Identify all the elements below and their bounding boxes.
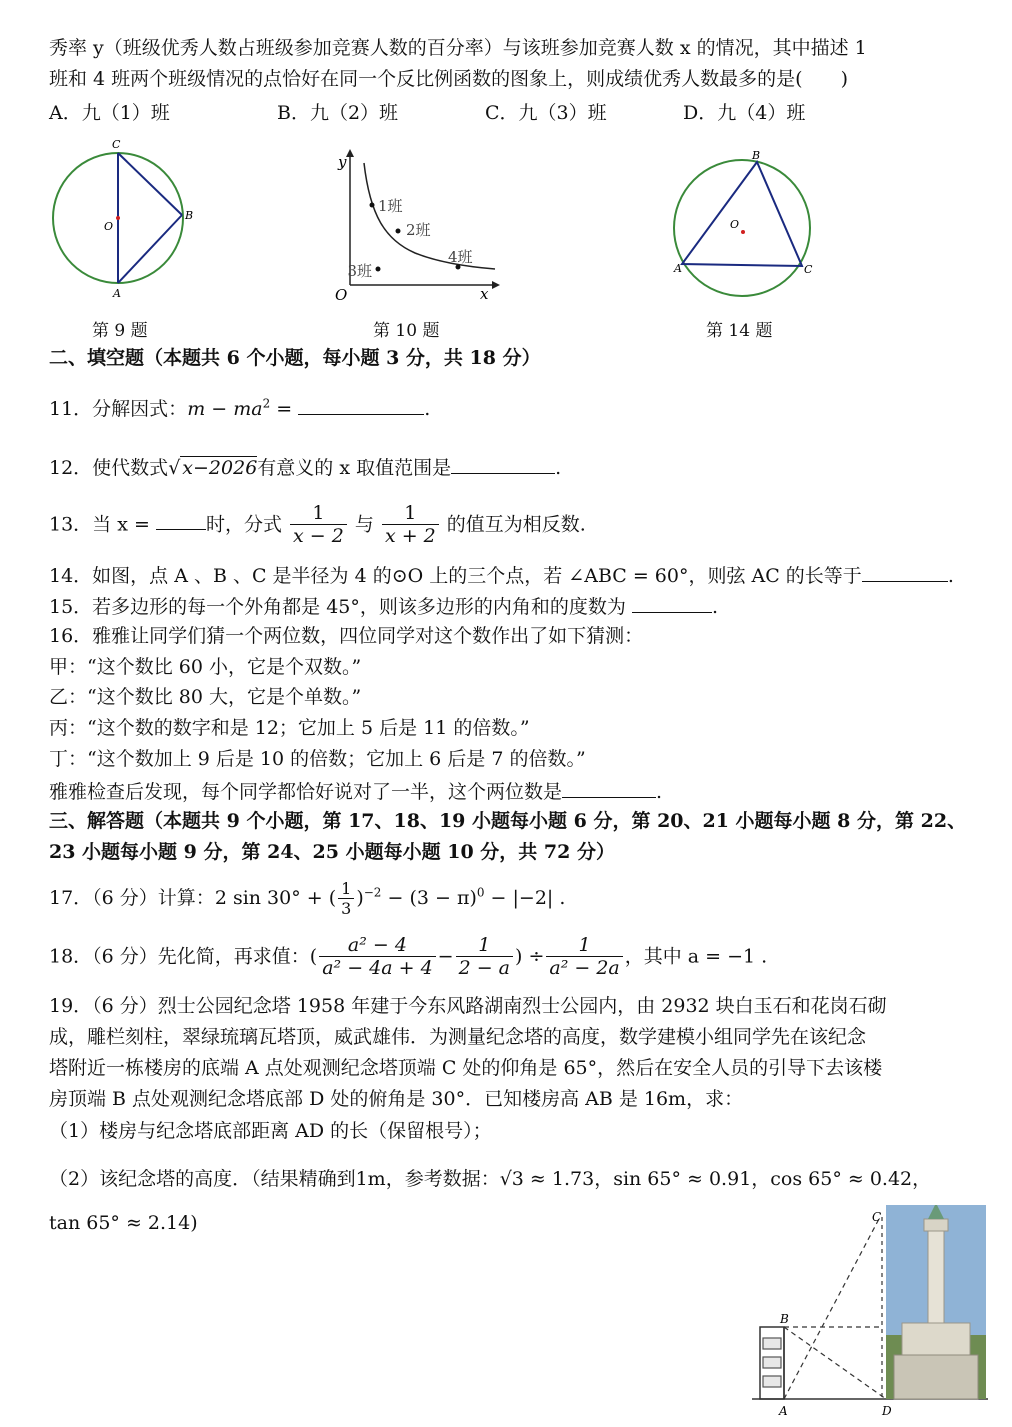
- q19-label-c: C: [872, 1210, 882, 1224]
- fig14-circle: [674, 160, 810, 296]
- q11-exp: 2: [262, 396, 271, 411]
- q10-line-2: 班和 4 班两个班级情况的点恰好在同一个反比例函数的图象上，则成绩优秀人数最多的是( ): [49, 68, 848, 90]
- fig14-triangle: [682, 162, 802, 266]
- q15: [49, 594, 718, 619]
- fig14-label-c: C: [804, 263, 813, 276]
- q19-part-2-cont: tan 65° ≈ 2.14): [49, 1212, 198, 1234]
- q12-post: 有意义的 x 取值范围是: [257, 457, 452, 479]
- q18: [49, 935, 767, 980]
- fig10-label-y: y: [338, 153, 347, 171]
- q13-fraction-2: $\frac{1}{x + 2}$: [382, 503, 439, 548]
- q11-expr: m − ma: [187, 398, 263, 420]
- fig10-caption: 第 10 题: [373, 321, 440, 341]
- fig9-label-b: B: [185, 209, 194, 222]
- q17-expr-2: ): [356, 886, 364, 909]
- q13: [49, 503, 586, 548]
- q19-part-2: （2）该纪念塔的高度．（结果精确到1m，参考数据：√3 ≈ 1.73，sin 65° ≈ 0.91，cos 65° ≈ 0.42，: [49, 1168, 932, 1190]
- q11-text: 11．分解因式：: [49, 398, 188, 420]
- section-3-title-line-2: 23 小题每小题 9 分，第 24、25 小题每小题 10 分，共 72 分）: [49, 841, 615, 863]
- fig10-x-arrow: [492, 281, 500, 289]
- fig14-label-b: B: [752, 149, 761, 162]
- q19-label-b: B: [780, 1312, 789, 1326]
- q19-line-2: 成，雕栏刻柱，翠绿琉璃瓦塔顶，威武雄伟．为测量纪念塔的高度，数学建模小组同学先在该纪念: [49, 1026, 867, 1048]
- q17-power-2: 0: [476, 885, 485, 900]
- q17-expr-4: − |−2| .: [484, 886, 566, 909]
- figure-10: [330, 145, 500, 305]
- q14-text: 14．如图，点 A 、B 、C 是半径为 4 的⊙O 上的三个点，若 ∠ABC = 60°，则弦 AC 的长等于: [49, 565, 862, 587]
- q10-option-d: D．九（4）班: [683, 102, 806, 124]
- q11-answer-blank[interactable]: [298, 396, 424, 415]
- q16-answer-blank[interactable]: [562, 779, 656, 798]
- q19-building-window-2: [763, 1357, 781, 1368]
- q19-label-d: D: [882, 1404, 892, 1418]
- q19-sight-line-ac: [784, 1217, 880, 1399]
- q10-option-c: C．九（3）班: [485, 102, 607, 124]
- fig10-label-class4: 4班: [448, 248, 473, 266]
- q12: 12．使代数式√ x−2026有意义的 x 取值范围是 .: [49, 457, 562, 479]
- q12-radicand: x−2026: [182, 457, 258, 479]
- q12-pre: 12．使代数式: [49, 457, 169, 479]
- q17: [49, 880, 565, 918]
- fig10-point-3: [376, 267, 381, 272]
- fig9-label-c: C: [112, 138, 121, 151]
- fig10-point-1: [370, 203, 375, 208]
- q16-yi: 乙：“这个数比 80 大，它是个单数。”: [49, 686, 362, 708]
- q13-and: 与: [354, 513, 374, 536]
- fig14-center-dot: [741, 230, 745, 234]
- q19-line-4: 房顶端 B 点处观测纪念塔底部 D 处的俯角是 30°．已知楼房高 AB 是 16m，求：: [49, 1088, 744, 1110]
- q18-divide: ) ÷: [515, 945, 545, 968]
- figure-14: [668, 148, 818, 308]
- fig10-hyperbola: [364, 163, 495, 269]
- q19-sight-line-bd: [784, 1327, 886, 1399]
- fig10-label-o: O: [335, 286, 348, 304]
- q16-jia: 甲：“这个数比 60 小，它是个双数。”: [49, 656, 362, 678]
- q18-fraction-a: $\frac{\text{a² − 4}}{\text{a² − 4a + 4}}$: [319, 935, 435, 980]
- q17-expr-3: − (3 − π): [381, 886, 477, 909]
- q19-label-a: A: [779, 1404, 788, 1418]
- q16-conclusion: [49, 779, 662, 804]
- q11-eq: =: [270, 398, 299, 420]
- q19-tower-top: [924, 1219, 948, 1231]
- q17-expr-1: 2 sin 30° + (: [214, 886, 337, 909]
- q18-fraction-c: $\frac{1}{\text{a² − 2a}}$: [546, 935, 622, 980]
- fig9-caption: 第 9 题: [92, 321, 148, 341]
- fig10-point-2: [396, 229, 401, 234]
- q17-power-1: −2: [363, 885, 382, 900]
- q18-post: ，其中 a = −1 .: [624, 945, 768, 968]
- q19-tower-plinth: [894, 1355, 978, 1399]
- q19-figure: [752, 1205, 992, 1423]
- q12-answer-blank[interactable]: [451, 455, 555, 474]
- q13-pre: 13．当 x =: [49, 513, 150, 536]
- q13-fraction-1: $\frac{1}{x - 2}$: [290, 503, 347, 548]
- q16-ding: 丁：“这个数加上 9 后是 10 的倍数；它加上 6 后是 7 的倍数。”: [49, 748, 586, 770]
- q14: [49, 563, 954, 588]
- fig10-label-x: x: [480, 285, 489, 303]
- q19-building-window-3: [763, 1376, 781, 1387]
- fig10-label-class3: 3班: [347, 262, 372, 280]
- fig10-label-class2: 2班: [406, 221, 431, 239]
- q19-line-1: 19．（6 分）烈士公园纪念塔 1958 年建于今东风路湖南烈士公园内，由 2932 块白玉石和花岗石砌: [49, 995, 887, 1017]
- section-2-title: 二、填空题（本题共 6 个小题，每小题 3 分，共 18 分）: [49, 347, 541, 369]
- q18-minus: −: [437, 945, 454, 968]
- q19-tower-shaft: [928, 1225, 944, 1335]
- q10-line-1: 秀率 y（班级优秀人数占班级参加竞赛人数的百分率）与该班参加竞赛人数 x 的情况，其中描述 1: [49, 37, 867, 59]
- q13-mid: 时，分式: [205, 513, 282, 536]
- fig9-chord-ab: [118, 215, 182, 283]
- q14-answer-blank[interactable]: [862, 563, 948, 582]
- q19-part-1: （1）楼房与纪念塔底部距离 AD 的长（保留根号）；: [49, 1120, 492, 1142]
- q16-intro: 16．雅雅让同学们猜一个两位数，四位同学对这个数作出了如下猜测：: [49, 625, 644, 647]
- fig14-caption: 第 14 题: [706, 321, 773, 341]
- q17-pre: 17．（6 分）计算：: [49, 886, 215, 909]
- fig14-label-o: O: [730, 218, 740, 231]
- q15-answer-blank[interactable]: [632, 594, 712, 613]
- q15-text: 15．若多边形的每一个外角都是 45°，则该多边形的内角和的度数为: [49, 596, 626, 618]
- q18-fraction-b: $\frac{1}{2 - a}$: [456, 935, 513, 980]
- fig10-y-arrow: [346, 149, 354, 157]
- q11-end: .: [424, 398, 431, 420]
- fig10-label-class1: 1班: [378, 197, 403, 215]
- fig9-label-o: O: [104, 220, 114, 233]
- figure-9: [45, 135, 195, 305]
- q16-end: .: [656, 781, 663, 803]
- fig9-center-dot: [116, 216, 120, 220]
- q19-line-3: 塔附近一栋楼房的底端 A 点处观测纪念塔顶端 C 处的仰角是 65°，然后在安全人员的引导下去该楼: [49, 1057, 883, 1079]
- q12-end: .: [555, 457, 562, 479]
- q10-option-a: A．九（1）班: [49, 102, 170, 124]
- q19-building-window-1: [763, 1338, 781, 1349]
- section-3-title-line-1: 三、解答题（本题共 9 个小题，第 17、18、19 小题每小题 6 分，第 20、21 小题每小题 8 分，第 22、: [49, 810, 967, 832]
- q15-end: .: [711, 596, 718, 618]
- fig14-label-a: A: [674, 262, 682, 275]
- q13-post: 的值互为相反数.: [446, 513, 586, 536]
- q17-fraction: $\frac{1}{3}$: [338, 880, 354, 918]
- q18-pre: 18．（6 分）先化简，再求值：(: [49, 945, 318, 968]
- q13-answer-blank[interactable]: [156, 511, 206, 530]
- fig9-label-a: A: [113, 287, 121, 300]
- q14-end: .: [947, 565, 954, 587]
- q10-option-b: B．九（2）班: [277, 102, 399, 124]
- q16-bing: 丙：“这个数的数字和是 12；它加上 5 后是 11 的倍数。”: [49, 717, 530, 739]
- q16-conclusion-text: 雅雅检查后发现，每个同学都恰好说对了一半，这个两位数是: [49, 781, 563, 803]
- q11: [49, 396, 430, 421]
